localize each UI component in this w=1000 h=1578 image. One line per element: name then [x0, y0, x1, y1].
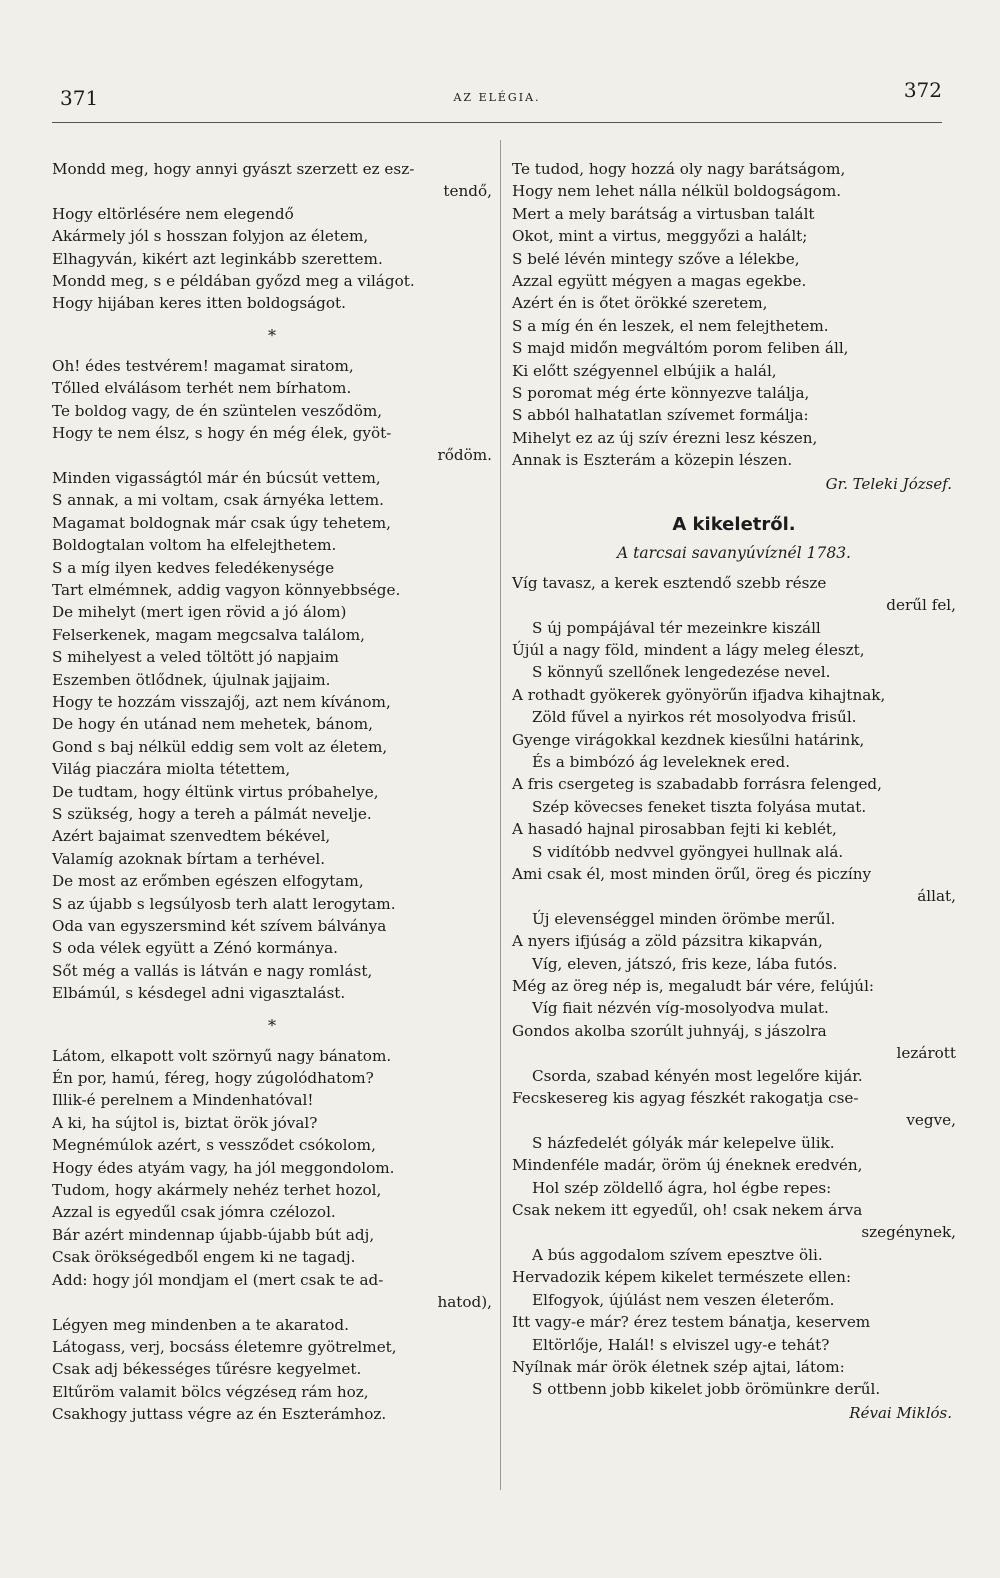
verse-line: Mondd meg, s e példában győzd meg a világot.	[52, 272, 415, 291]
verse-line: A nyers ifjúság a zöld pázsitra kikapván,	[512, 932, 823, 951]
verse-line: Csak adj békességes tűrésre kegyelmet.	[52, 1360, 362, 1379]
page-header	[52, 78, 942, 118]
verse-line: Csak örökségedből engem ki ne tagadj.	[52, 1248, 356, 1267]
verse-line: Eltörlője, Halál! s elviszel ugy-e tehát?	[532, 1335, 830, 1354]
verse-line: Mondd meg, hogy annyi gyászt szerzett ez esz-	[52, 160, 415, 178]
verse-line: Okot, mint a virtus, meggyőzi a halált;	[512, 227, 808, 246]
verse-line: S az újabb s legsúlyosb terh alatt lerogytam.	[52, 894, 396, 913]
verse-line: Hol szép zöldellő ágra, hol égbe repes:	[532, 1178, 832, 1197]
verse-line: Elfogyok, újúlást nem veszen életerőm.	[532, 1290, 835, 1309]
verse-line: S poromat még érte könnyezve találja,	[512, 384, 810, 403]
verse-line: Hervadozik képem kikelet természete ellen:	[512, 1268, 852, 1287]
verse-line: A fris csergeteg is szabadabb forrásra felenged,	[512, 775, 882, 794]
verse-line: vegve,	[906, 1111, 956, 1130]
verse-line: Hogy édes atyám vagy, ha jól meggondolom.	[52, 1158, 395, 1177]
verse-line: Látom, elkapott volt szörnyű nagy bánatom.	[52, 1046, 392, 1065]
verse-line: Zöld fűvel a nyirkos rét mosolyodva frisűl.	[532, 708, 857, 727]
verse-line: Újúl a nagy föld, mindent a lágy meleg éleszt,	[512, 640, 865, 659]
verse-line: állat,	[917, 887, 956, 906]
elegy-stanza-1	[52, 158, 492, 315]
verse-line: szegénynek,	[861, 1223, 956, 1242]
running-title: AZ ELÉGIA.	[453, 91, 541, 104]
verse-line: hatod),	[437, 1293, 492, 1312]
verse-line: A ki, ha sújtol is, biztat örök jóval?	[52, 1113, 318, 1132]
verse-line: Víg tavasz, a kerek esztendő szebb része	[512, 573, 827, 592]
verse-line: Te tudod, hogy hozzá oly nagy barátságom,	[512, 160, 846, 178]
verse-line: Hogy hijában keres itten boldogságot.	[52, 294, 346, 313]
verse-line: Megnémúlok azért, s vessződet csókolom,	[52, 1136, 376, 1155]
verse-line: Add: hogy jól mondjam el (mert csak te ad-	[52, 1270, 384, 1289]
verse-line: Eszemben ötlődnek, újulnak jajjaim.	[52, 670, 331, 689]
elegy-stanza-3	[52, 1045, 492, 1426]
verse-line: Azért bajaimat szenvedtem békével,	[52, 827, 331, 846]
verse-line: Tőlled elválásom terhét nem bírhatom.	[52, 379, 352, 398]
verse-line: Bár azért mindennap újabb-újabb bút adj,	[52, 1225, 375, 1244]
verse-line: Ami csak él, most minden örűl, öreg és piczíny	[512, 864, 872, 883]
verse-line: S mihelyest a veled töltött jó napjaim	[52, 648, 339, 667]
verse-line: Azzal együtt mégyen a magas egekbe.	[512, 272, 807, 291]
verse-line: Hogy te nem élsz, s hogy én még élek, gyöt-	[52, 424, 392, 443]
verse-line: Még az öreg nép is, megaludt bár vére, felújúl:	[512, 977, 875, 995]
verse-line: Hogy te hozzám visszajőj, azt nem kívánom,	[52, 692, 391, 711]
verse-line: S majd midőn megváltóm porom feliben áll,	[512, 339, 849, 358]
verse-line: derűl fel,	[886, 596, 956, 615]
verse-line: Illik-é perelnem a Mindenhatóval!	[52, 1091, 314, 1110]
verse-line: Magamat boldognak már csak úgy tehetem,	[52, 513, 391, 532]
verse-line: S belé lévén mintegy szőve a lélekbe,	[512, 249, 800, 268]
verse-line: Elbámúl, s késdegel adni vigasztalást.	[52, 984, 346, 1003]
verse-line: Gondos akolba szorúlt juhnyáj, s jászolra	[512, 1021, 827, 1040]
header-rule	[52, 122, 942, 123]
verse-line: De mihelyt (mert igen rövid a jó álom)	[52, 603, 347, 622]
verse-line: Látogass, verj, bocsáss életemre gyötrelmet,	[52, 1337, 397, 1356]
verse-line: Gond s baj nélkül eddig sem volt az életem,	[52, 737, 388, 756]
verse-line: És a bimbózó ág leveleknek ered.	[532, 752, 791, 771]
section-asterisk: *	[268, 325, 276, 345]
page-number-right: 372	[903, 78, 942, 102]
verse-line: Hogy nem lehet nálla nélkül boldogságom.	[512, 182, 842, 201]
verse-line: Világ piaczára miolta tétettem,	[52, 760, 291, 779]
verse-line: Tart elmémnek, addig vagyon könnyebbsége.	[52, 580, 401, 599]
elegy-stanza-2	[52, 355, 492, 1005]
verse-line: S a míg ilyen kedves feledékenysége	[52, 558, 335, 577]
verse-line: S házfedelét gólyák már kelepelve ülik.	[532, 1133, 835, 1152]
verse-line: Fecskesereg kis agyag fészkét rakogatja cse-	[512, 1089, 859, 1108]
verse-line: S szükség, hogy a tereh a pálmát nevelje.	[52, 804, 372, 823]
verse-line: De most az erőmben egészen elfogytam,	[52, 872, 364, 891]
verse-line: Valamíg azoknak bírtam a terhével.	[52, 849, 326, 868]
verse-line: Mert a mely barátság a virtusban talált	[512, 204, 815, 223]
verse-line: Itt vagy-e már? érez testem bánatja, keservem	[512, 1313, 871, 1332]
verse-line: Csak nekem itt egyedűl, oh! csak nekem árva	[512, 1201, 863, 1220]
verse-line: Hogy eltörlésére nem elegendő	[52, 204, 294, 223]
verse-line: Víg fiait nézvén víg-mosolyodva mulat.	[532, 999, 829, 1018]
verse-line: Eltűröm valamit bölcs végzéseд rám hoz,	[52, 1382, 369, 1401]
verse-line: Te boldog vagy, de én szüntelen vesződöm,	[52, 401, 383, 420]
verse-line: Tudom, hogy akármely nehéz terhet hozol,	[52, 1181, 382, 1200]
verse-line: Akármely jól s hosszan folyjon az életem,	[52, 227, 369, 246]
poem-body	[512, 572, 956, 1401]
section-asterisk: *	[268, 1015, 276, 1035]
verse-line: S ottbenn jobb kikelet jobb örömünkre derűl.	[532, 1380, 881, 1399]
left-column	[52, 158, 492, 1426]
verse-line: A hasadó hajnal pirosabban fejti ki keblét,	[512, 820, 837, 839]
verse-line: Felserkenek, magam megcsalva találom,	[52, 625, 365, 644]
column-divider	[500, 140, 501, 1490]
verse-line: Sőt még a vallás is látván e nagy romlást,	[52, 961, 373, 980]
verse-line: lezárott	[896, 1044, 956, 1063]
verse-line: A bús aggodalom szívem epesztve öli.	[532, 1245, 823, 1264]
verse-line: Oda van egyszersmind két szívem bálványa	[52, 917, 387, 935]
verse-line: Azzal is egyedűl csak jómra czélozol.	[52, 1203, 336, 1222]
verse-line: Víg, eleven, játszó, fris keze, lába futós.	[532, 954, 838, 973]
verse-line: De tudtam, hogy éltünk virtus próbahelye,	[52, 782, 379, 801]
verse-line: Annak is Eszterám a közepin lészen.	[512, 451, 793, 470]
poem-subtitle: A tarcsai savanyúvíznél 1783.	[617, 543, 851, 562]
verse-line: S abból halhatatlan szívemet formálja:	[512, 406, 809, 425]
verse-line: S oda vélek együtt a Zénó kormánya.	[52, 939, 339, 958]
verse-line: tendő,	[443, 182, 492, 201]
verse-line: Oh! édes testvérem! magamat siratom,	[52, 356, 354, 375]
author-signature: Révai Miklós.	[849, 1403, 952, 1422]
verse-line: Minden vigasságtól már én búcsút vettem,	[52, 468, 381, 487]
verse-line: A rothadt gyökerek gyönyörűn ifjadva kihajtnak,	[512, 685, 886, 704]
verse-line: Nyílnak már örök életnek szép ajtai, látom:	[512, 1357, 845, 1376]
verse-line: S vidítóbb nedvvel gyöngyei hullnak alá.	[532, 842, 844, 861]
verse-line: rődöm.	[437, 446, 492, 465]
verse-line: Elhagyván, kikért azt leginkább szerettem.	[52, 249, 383, 268]
verse-line: S könnyű szellőnek lengedezése nevel.	[532, 663, 831, 682]
verse-line: Új elevenséggel minden örömbe merűl.	[532, 909, 836, 928]
verse-line: S a míg én én leszek, el nem felejthetem.	[512, 316, 829, 335]
verse-line: Ki előtt szégyennel elbújik a halál,	[512, 361, 777, 380]
page-number-left: 371	[60, 86, 99, 110]
verse-line: S annak, a mi voltam, csak árnyéka lettem.	[52, 491, 384, 510]
verse-line: S új pompájával tér mezeinkre kiszáll	[532, 618, 821, 637]
verse-line: Azért én is őtet örökké szeretem,	[512, 294, 768, 313]
verse-line: De hogy én utánad nem mehetek, bánom,	[52, 715, 374, 734]
verse-line: Csorda, szabad kényén most legelőre kijár.	[532, 1066, 863, 1085]
verse-line: Csakhogy juttass végre az én Eszterámhoz.	[52, 1405, 387, 1424]
verse-line: Szép kövecses feneket tiszta folyása mutat.	[532, 797, 867, 816]
verse-line: Légyen meg mindenben a te akaratod.	[52, 1315, 349, 1334]
right-column	[512, 158, 956, 1425]
verse-line: Boldogtalan voltom ha elfelejthetem.	[52, 536, 337, 555]
elegy-continuation	[512, 158, 956, 472]
verse-line: Gyenge virágokkal kezdnek kiesűlni határink,	[512, 730, 865, 749]
verse-line: Én por, hamú, féreg, hogy zúgolódhatom?	[52, 1069, 374, 1088]
author-signature: Gr. Teleki József.	[825, 474, 952, 493]
verse-line: Mindenféle madár, öröm új éneknek eredvén,	[512, 1156, 863, 1175]
poem-title: A kikeletről.	[672, 513, 796, 535]
verse-line: Mihelyt ez az új szív érezni lesz készen,	[512, 428, 818, 447]
